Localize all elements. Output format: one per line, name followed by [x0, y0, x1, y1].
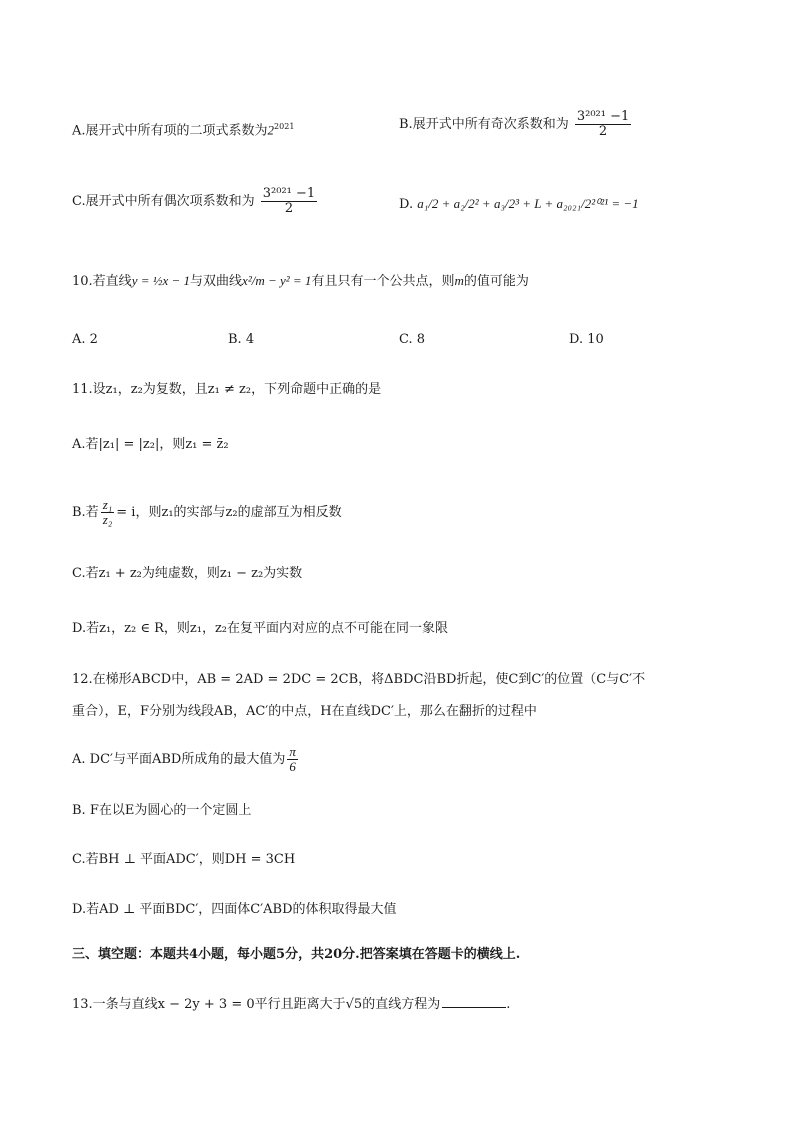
- q12-stem-line1: 12.在梯形ABCD中，AB = 2AD = 2DC = 2CB，将ΔBDC沿BD折起，使C到C′的位置（C与C′不: [72, 672, 646, 687]
- q9-c-fraction: $\frac{\text{3²⁰²¹ −1}}{2}$: [262, 186, 316, 216]
- q10-option-a: A. 2: [72, 332, 98, 347]
- q9-option-b: B.展开式中所有奇次系数和为 $\frac{\text{3²⁰²¹ −1}}{2}$: [399, 109, 630, 139]
- answer-blank[interactable]: [442, 1007, 506, 1008]
- q10-stem: 10.若直线y = ½x − 1与双曲线x²/m − y² = 1有且只有一个公共点，则m的值可能为: [72, 273, 529, 289]
- q12-a-fraction: $\frac{\pi}{6}$: [289, 744, 296, 774]
- q12-option-d: D.若AD ⊥ 平面BDC′，四面体C′ABD的体积取得最大值: [72, 902, 397, 917]
- q9-option-a: A.展开式中所有项的二项式系数为$2^{2021}$: [72, 122, 295, 139]
- q9-option-c: C.展开式中所有偶次项系数和为 $\frac{\text{3²⁰²¹ −1}}{2}$: [72, 186, 316, 216]
- q11-option-c: C.若z₁ + z₂为纯虚数，则z₁ − z₂为实数: [72, 566, 303, 581]
- q10-option-c: C. 8: [399, 332, 426, 347]
- q12-option-b: B. F在以E为圆心的一个定圆上: [72, 803, 252, 818]
- q12-option-a: A. DC′与平面ABD所成角的最大值为 $\frac{\pi}{6}$: [72, 744, 296, 774]
- q13-stem: 13.一条与直线x − 2y + 3 = 0平行且距离大于√5的直线方程为 .: [72, 997, 511, 1012]
- q10-option-d: D. 10: [569, 332, 604, 347]
- q10-option-b: B. 4: [228, 332, 255, 347]
- q11-option-b: B.若 $\frac{\text{z₁}}{\text{z₂}}$ = i，则z₁的实部与z₂的虚部互为相反数: [72, 497, 342, 527]
- section-3-title: 三、填空题：本题共4小题，每小题5分，共20分.把答案填在答题卡的横线上.: [72, 947, 521, 962]
- q11-stem: 11.设z₁，z₂为复数，且z₁ ≠ z₂，下列命题中正确的是: [72, 382, 382, 397]
- q11-option-d: D.若z₁，z₂ ∈ R，则z₁，z₂在复平面内对应的点不可能在同一象限: [72, 621, 449, 636]
- q11-option-a: A.若|z₁| = |z₂|，则z₁ = z̄₂: [72, 437, 229, 452]
- q9-b-fraction: $\frac{\text{3²⁰²¹ −1}}{2}$: [576, 109, 630, 139]
- q9-option-d: D. a₁/2 + a₂/2² + a₃/2³ + L + a₂₀₂₁/2²⁰²¹ = −1: [399, 196, 639, 212]
- q12-stem-line2: 重合），E，F分别为线段AB，AC′的中点，H在直线DC′上，那么在翻折的过程中: [72, 704, 537, 719]
- q11-b-fraction: $\frac{\text{z₁}}{\text{z₂}}$: [102, 497, 113, 527]
- q12-option-c: C.若BH ⊥ 平面ADC′，则DH = 3CH: [72, 852, 296, 867]
